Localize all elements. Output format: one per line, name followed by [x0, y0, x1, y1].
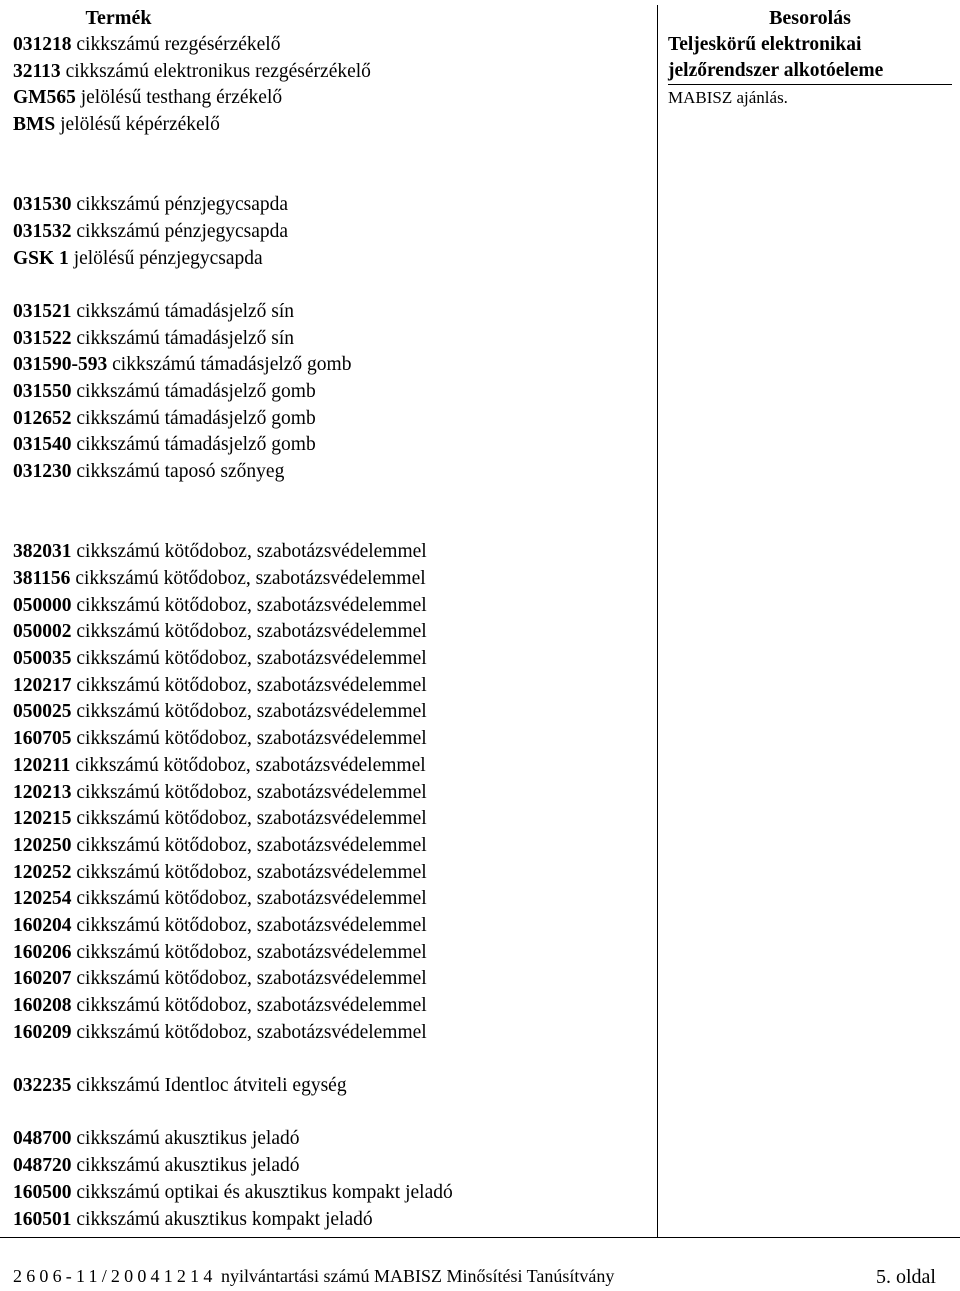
product-code: 012652 [13, 407, 72, 429]
product-header: Termék [85, 7, 152, 29]
product-code: 120213 [13, 781, 72, 803]
product-row [13, 593, 656, 620]
product-row [13, 833, 656, 860]
product-row [13, 780, 656, 807]
product-description: cikkszámú kötődoboz, szabotázsvédelemmel [75, 754, 426, 776]
product-description: cikkszámú pénzjegycsapda [76, 194, 289, 216]
product-code: 32113 [13, 60, 61, 82]
product-row [13, 1020, 656, 1047]
product-code: GSK 1 [13, 247, 69, 269]
product-row [13, 406, 656, 433]
product-row [13, 352, 656, 379]
product-code: GM565 [13, 87, 76, 109]
product-list [13, 32, 656, 1233]
classification-header: Besorolás [769, 7, 851, 29]
product-description: cikkszámú kötődoboz, szabotázsvédelemmel [76, 621, 427, 643]
product-row [13, 646, 656, 673]
group-spacer [13, 486, 656, 540]
product-description: cikkszámú pénzjegycsapda [76, 220, 289, 242]
certificate-number: 2606-11/20041214 [13, 1266, 217, 1286]
product-description: cikkszámú támadásjelző sín [76, 301, 295, 322]
product-row [13, 993, 656, 1020]
product-row [13, 619, 656, 646]
footer-divider [0, 1237, 960, 1238]
product-code: 031521 [13, 301, 72, 322]
product-row [13, 1073, 656, 1100]
product-row [13, 59, 656, 86]
product-row [13, 1207, 656, 1234]
footer-certificate [13, 1266, 614, 1287]
product-code: 031590-593 [13, 354, 108, 376]
product-description: cikkszámú támadásjelző gomb [76, 381, 316, 403]
group-spacer [13, 1100, 656, 1127]
product-column [13, 5, 656, 1233]
product-code: 031218 [13, 34, 72, 55]
product-code: 031522 [13, 327, 72, 349]
product-row [13, 299, 656, 326]
product-description: cikkszámú támadásjelző gomb [76, 407, 316, 429]
product-description: cikkszámú akusztikus jeladó [76, 1155, 300, 1177]
product-code: 050035 [13, 648, 72, 670]
page-number: 5. oldal [876, 1266, 936, 1288]
product-code: 382031 [13, 541, 72, 563]
product-description: cikkszámú támadásjelző gomb [76, 434, 316, 456]
product-row [13, 32, 656, 59]
product-code: 120211 [13, 754, 71, 776]
group-spacer [13, 139, 656, 193]
product-row [13, 85, 656, 112]
product-code: 160207 [13, 968, 72, 990]
product-code: 160206 [13, 941, 72, 963]
product-code: 120250 [13, 834, 72, 856]
product-description: cikkszámú kötődoboz, szabotázsvédelemmel [76, 861, 427, 883]
product-description: cikkszámú kötődoboz, szabotázsvédelemmel [76, 594, 427, 616]
product-row [13, 112, 656, 139]
product-row [13, 966, 656, 993]
product-row [13, 432, 656, 459]
product-row [13, 379, 656, 406]
product-code: 050025 [13, 701, 72, 723]
column-divider [657, 5, 658, 1237]
product-description: cikkszámú támadásjelző gomb [112, 354, 352, 376]
product-code: 048720 [13, 1155, 72, 1177]
classification-column [668, 5, 952, 111]
product-description: cikkszámú kötődoboz, szabotázsvédelemmel [76, 728, 427, 750]
classification-title-line1: Teljeskörű elektronikai [668, 34, 862, 55]
product-row [13, 246, 656, 273]
product-row [13, 860, 656, 887]
product-code: 160705 [13, 728, 72, 750]
product-description: cikkszámú optikai és akusztikus kompakt jeladó [76, 1181, 453, 1203]
product-description: cikkszámú kötődoboz, szabotázsvédelemmel [76, 995, 427, 1016]
product-row [13, 726, 656, 753]
product-row [13, 913, 656, 940]
product-code: 031550 [13, 381, 72, 403]
certificate-text: nyilvántartási számú MABISZ Minősítési Tanúsítvány [221, 1266, 615, 1286]
product-description: jelölésű testhang érzékelő [80, 87, 283, 109]
product-code: 050000 [13, 594, 72, 616]
product-description: jelölésű képérzékelő [60, 114, 220, 136]
product-description: cikkszámú kötődoboz, szabotázsvédelemmel [76, 674, 427, 696]
classification-title-line2: jelzőrendszer alkotóeleme [668, 58, 952, 85]
product-description: cikkszámú támadásjelző sín [76, 327, 295, 349]
product-description: cikkszámú kötődoboz, szabotázsvédelemmel [76, 701, 427, 723]
product-description: cikkszámú rezgésérzékelő [76, 34, 281, 55]
group-spacer [13, 1046, 656, 1073]
product-row [13, 1153, 656, 1180]
product-code: 160500 [13, 1181, 72, 1203]
product-code: 048700 [13, 1128, 72, 1150]
product-description: cikkszámú elektronikus rezgésérzékelő [65, 60, 371, 82]
product-description: cikkszámú kötődoboz, szabotázsvédelemmel [76, 808, 427, 830]
product-row [13, 192, 656, 219]
product-code: 031530 [13, 194, 72, 216]
product-description: cikkszámú kötődoboz, szabotázsvédelemmel [76, 781, 427, 803]
product-code: 120254 [13, 888, 72, 910]
product-code: 120252 [13, 861, 72, 883]
product-description: jelölésű pénzjegycsapda [73, 247, 263, 269]
product-row [13, 1126, 656, 1153]
product-code: 120215 [13, 808, 72, 830]
product-row [13, 566, 656, 593]
product-description: cikkszámú Identloc átviteli egység [76, 1075, 347, 1097]
product-row [13, 753, 656, 780]
product-row [13, 940, 656, 967]
product-code: 160204 [13, 914, 72, 936]
product-code: 032235 [13, 1075, 72, 1097]
product-row [13, 326, 656, 353]
product-row [13, 459, 656, 486]
product-code: 381156 [13, 568, 71, 589]
product-row [13, 699, 656, 726]
product-code: 050002 [13, 621, 72, 643]
classification-note: MABISZ ajánlás. [668, 88, 788, 107]
product-code: 031230 [13, 461, 72, 483]
product-code: 160208 [13, 995, 72, 1016]
product-code: 031532 [13, 220, 72, 242]
product-row [13, 673, 656, 700]
product-description: cikkszámú kötődoboz, szabotázsvédelemmel [76, 1021, 427, 1043]
product-description: cikkszámú kötődoboz, szabotázsvédelemmel [75, 568, 426, 589]
product-row [13, 1180, 656, 1207]
product-row [13, 539, 656, 566]
group-spacer [13, 272, 656, 299]
product-description: cikkszámú akusztikus kompakt jeladó [76, 1208, 373, 1230]
product-description: cikkszámú kötődoboz, szabotázsvédelemmel [76, 888, 427, 910]
product-code: BMS [13, 114, 56, 136]
product-description: cikkszámú kötődoboz, szabotázsvédelemmel [76, 834, 427, 856]
product-description: cikkszámú kötődoboz, szabotázsvédelemmel [76, 941, 427, 963]
product-description: cikkszámú kötődoboz, szabotázsvédelemmel [76, 648, 427, 670]
product-description: cikkszámú kötődoboz, szabotázsvédelemmel [76, 968, 427, 990]
product-description: cikkszámú akusztikus jeladó [76, 1128, 300, 1150]
product-code: 031540 [13, 434, 72, 456]
product-description: cikkszámú kötődoboz, szabotázsvédelemmel [76, 914, 427, 936]
product-code: 120217 [13, 674, 72, 696]
product-description: cikkszámú kötődoboz, szabotázsvédelemmel [76, 541, 427, 563]
product-code: 160501 [13, 1208, 72, 1230]
product-row [13, 806, 656, 833]
product-description: cikkszámú taposó szőnyeg [76, 461, 285, 483]
product-row [13, 886, 656, 913]
product-code: 160209 [13, 1021, 72, 1043]
product-row [13, 219, 656, 246]
